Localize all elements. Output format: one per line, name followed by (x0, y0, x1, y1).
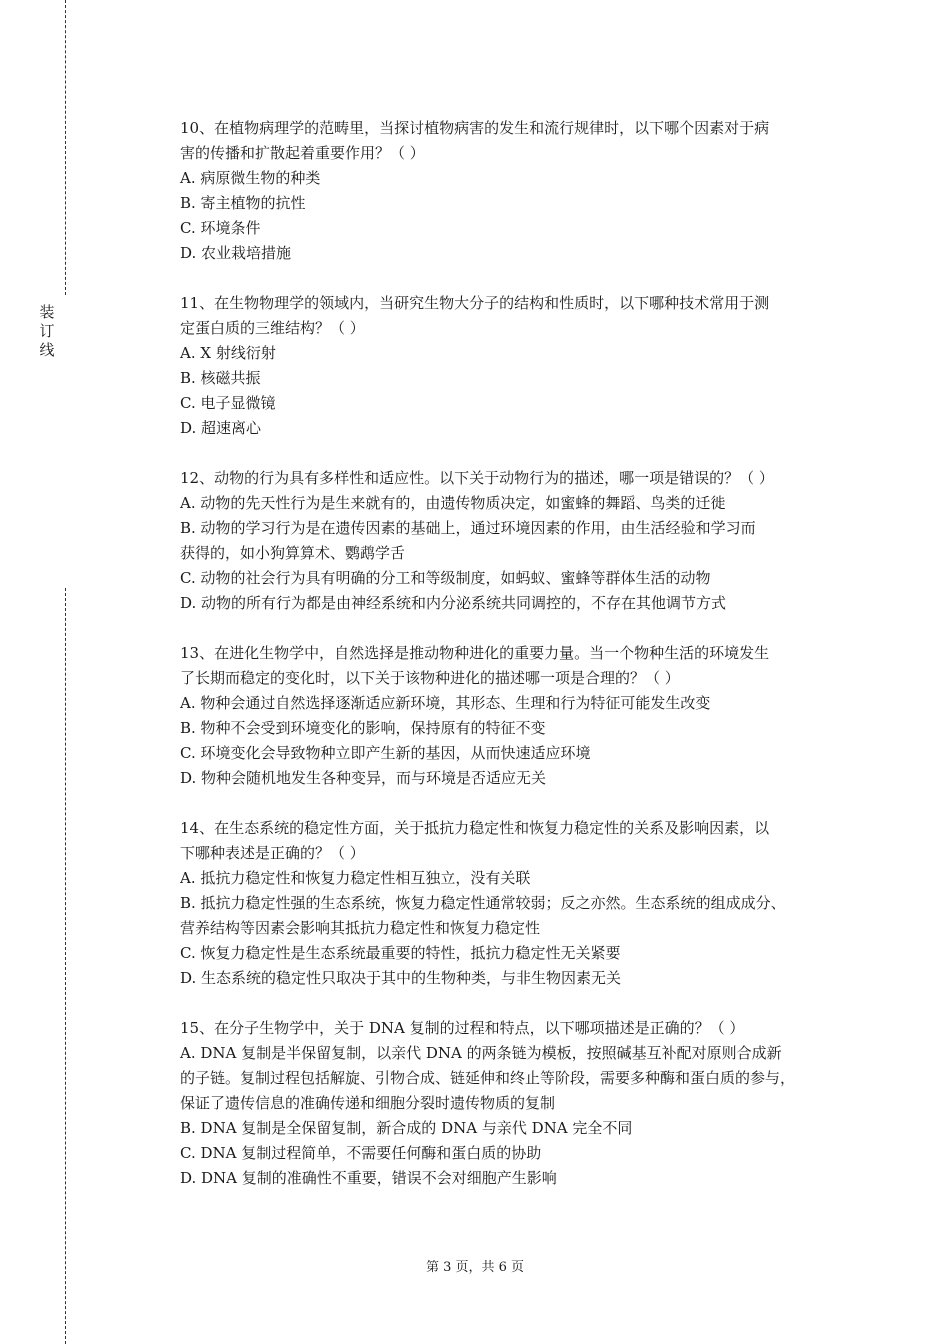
question-stem: 了长期而稳定的变化时，以下关于该物种进化的描述哪一项是合理的？（ ） (180, 669, 680, 687)
option-b: B. 核磁共振 (180, 369, 261, 387)
question-11 (180, 291, 860, 441)
option-c: C. 电子显微镜 (180, 394, 276, 412)
option-d: D. 动物的所有行为都是由神经系统和内分泌系统共同调控的，不存在其他调节方式 (180, 594, 727, 612)
question-stem: 12、动物的行为具有多样性和适应性。以下关于动物行为的描述，哪一项是错误的？（ ） (180, 469, 774, 487)
option-a-continued: 保证了遗传信息的准确传递和细胞分裂时遗传物质的复制 (180, 1094, 556, 1112)
binding-label (36, 303, 58, 360)
question-stem: 下哪种表述是正确的？（ ） (180, 844, 365, 862)
question-15 (180, 1016, 860, 1191)
binding-dashed-line-top (65, 0, 66, 295)
option-b: B. DNA 复制是全保留复制，新合成的 DNA 与亲代 DNA 完全不同 (180, 1119, 633, 1137)
option-c: C. 恢复力稳定性是生态系统最重要的特性，抵抗力稳定性无关紧要 (180, 944, 621, 962)
option-d: D. DNA 复制的准确性不重要，错误不会对细胞产生影响 (180, 1169, 557, 1187)
question-10 (180, 116, 860, 266)
option-b-continued: 获得的，如小狗算算术、鹦鹉学舌 (180, 544, 406, 562)
option-a: A. DNA 复制是半保留复制，以亲代 DNA 的两条链为模板，按照碱基互补配对原则合成新 (180, 1044, 782, 1062)
option-c: C. 环境变化会导致物种立即产生新的基因，从而快速适应环境 (180, 744, 591, 762)
question-stem: 14、在生态系统的稳定性方面，关于抵抗力稳定性和恢复力稳定性的关系及影响因素，以 (180, 819, 770, 837)
question-13 (180, 641, 860, 791)
option-b-continued: 营养结构等因素会影响其抵抗力稳定性和恢复力稳定性 (180, 919, 541, 937)
question-list (180, 116, 860, 1216)
binding-char: 线 (39, 341, 55, 359)
page-number-footer: 第 3 页，共 6 页 (425, 1260, 525, 1275)
binding-char: 订 (39, 322, 55, 340)
option-b: B. 抵抗力稳定性强的生态系统，恢复力稳定性通常较弱；反之亦然。生态系统的组成成分、 (180, 894, 786, 912)
option-a: A. 物种会通过自然选择逐渐适应新环境，其形态、生理和行为特征可能发生改变 (180, 694, 711, 712)
question-stem: 定蛋白质的三维结构？（ ） (180, 319, 365, 337)
option-d: D. 超速离心 (180, 419, 262, 437)
option-c: C. 环境条件 (180, 219, 261, 237)
option-a: A. 抵抗力稳定性和恢复力稳定性相互独立，没有关联 (180, 869, 531, 887)
option-a: A. 动物的先天性行为是生来就有的，由遗传物质决定，如蜜蜂的舞蹈、鸟类的迁徙 (180, 494, 726, 512)
option-b: B. 物种不会受到环境变化的影响，保持原有的特征不变 (180, 719, 546, 737)
question-14 (180, 816, 860, 991)
option-d: D. 生态系统的稳定性只取决于其中的生物种类，与非生物因素无关 (180, 969, 622, 987)
question-stem: 11、在生物物理学的领域内，当研究生物大分子的结构和性质时，以下哪种技术常用于测 (180, 294, 770, 312)
option-a: A. 病原微生物的种类 (180, 169, 321, 187)
option-a: A. X 射线衍射 (180, 344, 276, 362)
question-stem: 害的传播和扩散起着重要作用？（ ） (180, 144, 425, 162)
option-b: B. 寄主植物的抗性 (180, 194, 306, 212)
option-c: C. 动物的社会行为具有明确的分工和等级制度，如蚂蚁、蜜蜂等群体生活的动物 (180, 569, 711, 587)
question-stem: 10、在植物病理学的范畴里，当探讨植物病害的发生和流行规律时，以下哪个因素对于病 (180, 119, 770, 137)
binding-dashed-line-bottom (65, 588, 66, 1344)
option-d: D. 物种会随机地发生各种变异，而与环境是否适应无关 (180, 769, 547, 787)
binding-char: 装 (39, 303, 55, 321)
option-b: B. 动物的学习行为是在遗传因素的基础上，通过环境因素的作用，由生活经验和学习而 (180, 519, 756, 537)
question-12 (180, 466, 860, 616)
option-c: C. DNA 复制过程简单，不需要任何酶和蛋白质的协助 (180, 1144, 542, 1162)
question-stem: 15、在分子生物学中，关于 DNA 复制的过程和特点，以下哪项描述是正确的？（ ） (180, 1019, 745, 1037)
option-a-continued: 的子链。复制过程包括解旋、引物合成、链延伸和终止等阶段，需要多种酶和蛋白质的参与， (180, 1069, 796, 1087)
question-stem: 13、在进化生物学中，自然选择是推动物种进化的重要力量。当一个物种生活的环境发生 (180, 644, 770, 662)
option-d: D. 农业栽培措施 (180, 244, 292, 262)
